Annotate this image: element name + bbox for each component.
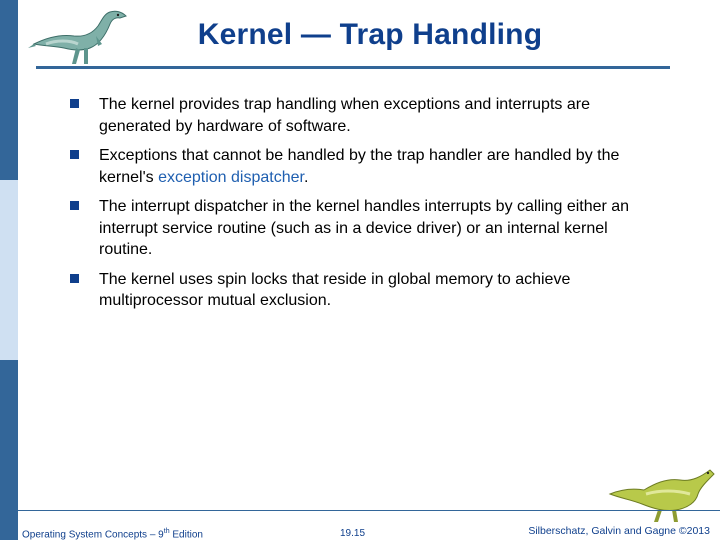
book-title-sup: th <box>163 528 170 535</box>
square-bullet-icon <box>70 99 79 108</box>
slide-title: Kernel — Trap Handling <box>197 18 543 51</box>
page-number: 19.15 <box>340 528 366 539</box>
left-accent-bar <box>0 0 18 540</box>
book-title-suffix: Edition <box>169 529 203 540</box>
bullet-text: The interrupt dispatcher in the kernel handles interrupts by calling either an interrupt service routine (such as in a device driver) or an internal kernel routine. <box>99 198 630 258</box>
bullet-text: The kernel uses spin locks that reside in global memory to achieve multiprocessor mutual exclusion. <box>99 270 571 309</box>
bullet-item <box>70 269 630 312</box>
copyright: Silberschatz, Galvin and Gagne ©2013 <box>528 525 710 537</box>
square-bullet-icon <box>70 150 79 159</box>
bullet-item <box>70 145 630 188</box>
bullet-list <box>70 94 630 320</box>
bullet-text: The kernel provides trap handling when exceptions and interrupts are generated by hardware of software. <box>99 96 590 135</box>
book-title-prefix: Operating System Concepts – 9 <box>22 529 164 540</box>
bullet-text: Exceptions that cannot be handled by the trap handler are handled by the kernel's <box>99 147 620 186</box>
bullet-item <box>70 94 630 137</box>
left-bar-segment <box>0 180 18 360</box>
footer-divider <box>18 510 720 511</box>
left-bar-segment <box>0 0 18 180</box>
exception-dispatcher-term: exception dispatcher <box>158 168 304 186</box>
book-title <box>22 528 203 540</box>
slide-footer <box>0 510 720 540</box>
square-bullet-icon <box>70 274 79 283</box>
bullet-item <box>70 196 630 261</box>
bullet-text-end: . <box>303 168 309 186</box>
title-divider <box>36 66 670 69</box>
square-bullet-icon <box>70 201 79 210</box>
